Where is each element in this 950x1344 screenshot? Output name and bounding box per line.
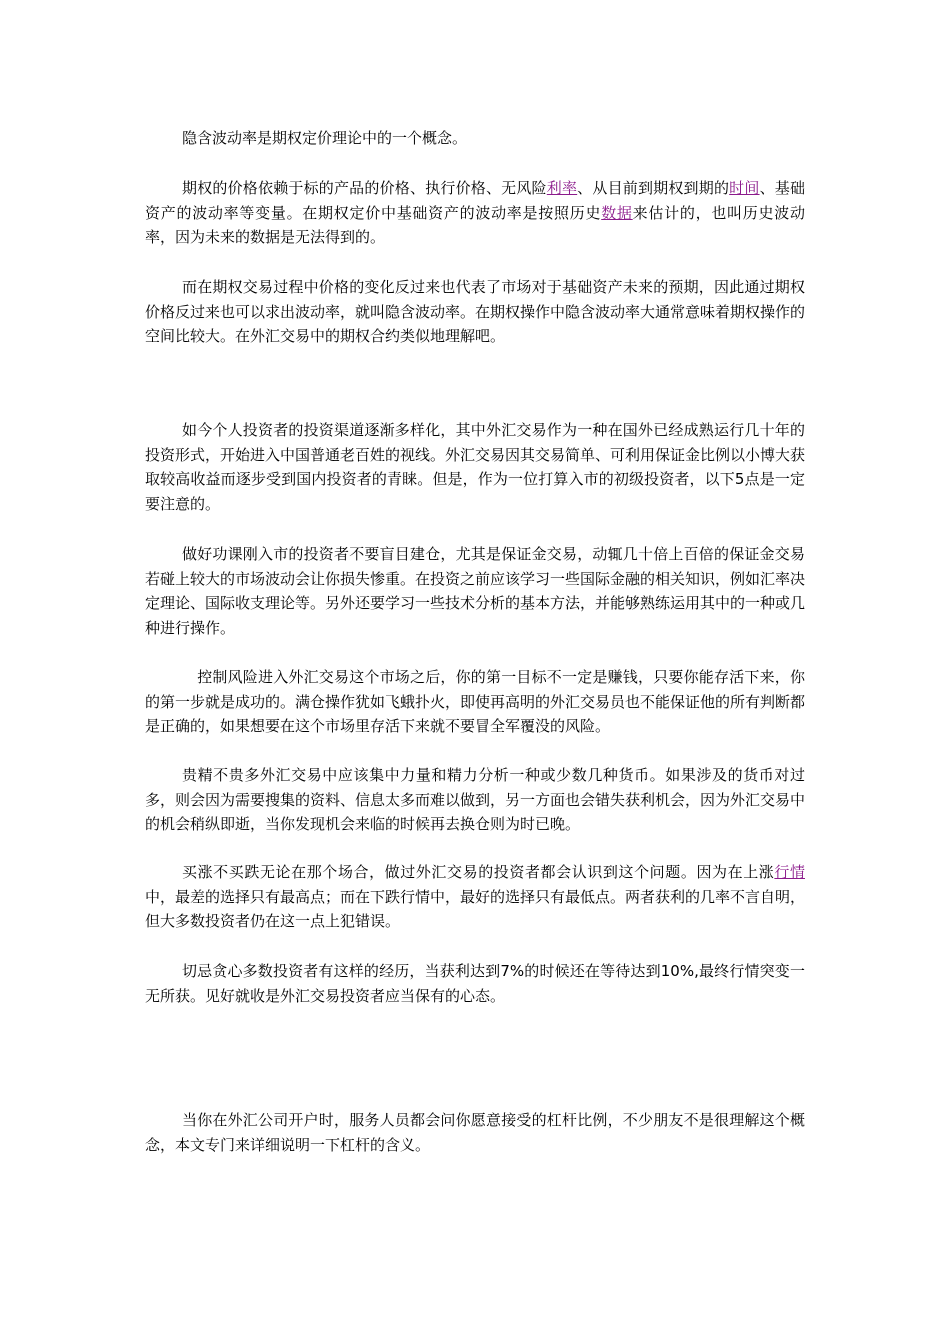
text-run: 做好功课刚入市的投资者不要盲目建仓，尤其是保证金交易，动辄几十倍上百倍的保证金交易若碰上较大的市场波动会让你损失惨重。在投资之前应该学习一些国际金融的相关知识，例如汇率决定理论、国际收支理论等。另外还要学习一些技术分析的基本方法，并能够熟练运用其中的一种或几种进行操作。 xyxy=(145,545,806,637)
text-run: 隐含波动率是期权定价理论中的一个概念。 xyxy=(182,129,468,147)
hyperlink[interactable]: 时间 xyxy=(729,179,760,197)
hyperlink[interactable]: 行情 xyxy=(774,863,805,881)
text-run: 期权的价格依赖于标的产品的价格、执行价格、无风险 xyxy=(182,179,547,197)
text-run: 的时候还在等待达到 xyxy=(524,962,661,980)
text-run: 切忌贪心多数投资者有这样的经历，当获利达到 xyxy=(182,962,501,980)
paragraph-5 xyxy=(145,542,805,640)
text-run: 、基础资产的波动率等变量。在期权定价中基础资产的波动率是按照历史 xyxy=(145,179,805,222)
text-run: 最终行情突变一无所获。见好就收是外汇交易投资者应当保有的心态。 xyxy=(145,962,805,1005)
paragraph-3 xyxy=(145,275,805,349)
text-run: 7% xyxy=(500,962,525,980)
text-run: 5 xyxy=(734,470,745,489)
text-run: 来估计的，也叫历史波动率，因为未来的数据是无法得到的。 xyxy=(145,203,805,247)
text-run: 如今个人投资者的投资渠道逐渐多样化，其中外汇交易作为一种在国外已经成熟运行几十年的投资形式，开始进入中国普通老百姓的视线。外汇交易因其交易简单、可利用保证金比例以小博大获取较高收益而逐步受到国内投资者的青睐。但是，作为一位打算入市的初级投资者，以下 xyxy=(145,421,806,489)
hyperlink[interactable]: 数据 xyxy=(601,203,633,222)
paragraph-6 xyxy=(145,665,805,739)
paragraph-7 xyxy=(145,763,805,837)
paragraph-2 xyxy=(145,176,805,250)
paragraph-10 xyxy=(145,1108,805,1157)
text-run: 而在期权交易过程中价格的变化反过来也代表了市场对于基础资产未来的预期，因此通过期权价格反过来也可以求出波动率，就叫隐含波动率。在期权操作中隐含波动率大通常意味着期权操作的空间比较大。在外汇交易中的期权合约类似地理解吧。 xyxy=(145,278,806,346)
text-run: 中，最差的选择只有最高点；而在下跌行情中，最好的选择只有最低点。两者获利的几率不言自明，但大多数投资者仍在这一点上犯错误。 xyxy=(145,887,806,931)
text-run: 控制风险进入外汇交易这个市场之后，你的第一目标不一定是赚钱，只要你能存活下来，你的第一步就是成功的。满仓操作犹如飞蛾扑火，即使再高明的外汇交易员也不能保证他的所有判断都是正确的，如果想要在这个市场里存活下来就不要冒全军覆没的风险。 xyxy=(145,668,806,736)
text-run: 当你在外汇公司开户时，服务人员都会问你愿意接受的杠杆比例，不少朋友不是很理解这个概念，本文专门来详细说明一下杠杆的含义。 xyxy=(145,1111,805,1154)
paragraph-9 xyxy=(145,959,805,1008)
paragraph-1 xyxy=(145,126,805,151)
text-run: 贵精不贵多外汇交易中应该集中力量和精力分析一种或少数几种货币。如果涉及的货币对过多，则会因为需要搜集的资料、信息太多而难以做到，另一方面也会错失获利机会，因为外汇交易中的机会稍纵即逝，当你发现机会来临的时候再去换仓则为时已晚。 xyxy=(145,766,806,834)
hyperlink[interactable]: 利率 xyxy=(546,179,578,197)
text-run: 买涨不买跌无论在那个场合，做过外汇交易的投资者都会认识到这个问题。因为在上涨 xyxy=(182,863,775,881)
paragraph-8 xyxy=(145,860,805,934)
text-run: 、从目前到期权到期的 xyxy=(577,179,730,197)
text-run: 10%, xyxy=(660,962,699,980)
text-run: 点是一定要注意的。 xyxy=(145,470,805,513)
paragraph-4 xyxy=(145,418,805,516)
